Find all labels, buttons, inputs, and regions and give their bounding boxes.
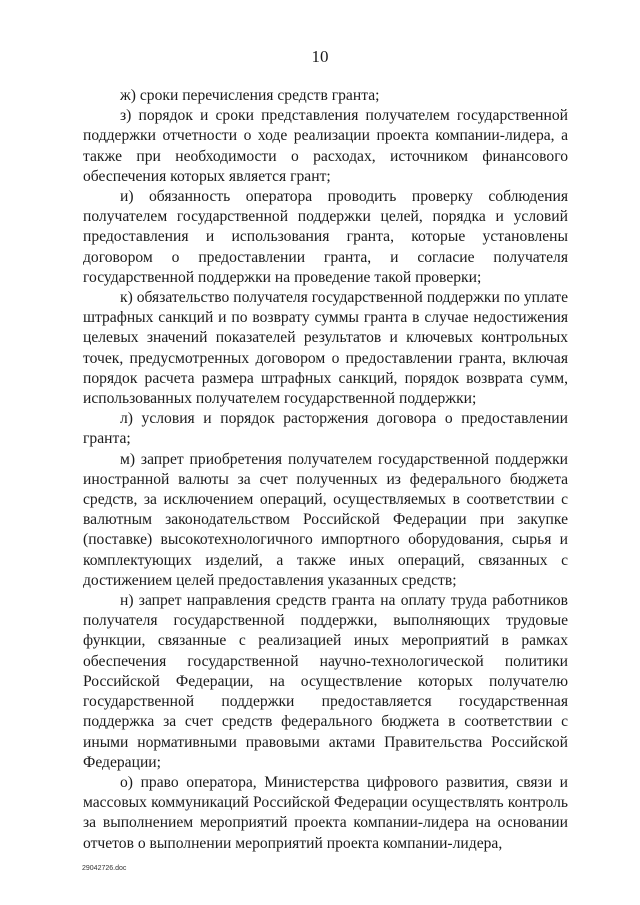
- paragraph-m: м) запрет приобретения получателем государственной поддержки иностранной валюты за счет полученных из федерального бюджета средств, за исключением операций, осуществляемых в соответствии с валютным законодательством Российской Федерации при закупке (поставке) высокотехнологичного импортного оборудования, сырья и комплектующих изделий, а также иных операций, связанных с достижением целей предоставления указанных средств;: [83, 450, 568, 589]
- paragraph-k: к) обязательство получателя государственной поддержки по уплате штрафных санкций и по возврату суммы гранта в случае недостижения целевых значений показателей результатов и ключевых контрольных точек, предусмотренных договором о предоставлении гранта, включая порядок расчета размера штрафных санкций, порядок возврата сумм, использованных получателем государственной поддержки;: [83, 289, 568, 408]
- paragraph-o: о) право оператора, Министерства цифрового развития, связи и массовых коммуникаций Российской Федерации осуществлять контроль за выполнением мероприятий проекта компании-лидера на основании отчетов о выполнении мероприятий проекта компании-лидера,: [83, 773, 568, 852]
- paragraph-zh: ж) сроки перечисления средств гранта;: [120, 87, 380, 104]
- document-body: [83, 86, 568, 854]
- paragraph-z: з) порядок и сроки представления получателем государственной поддержки отчетности о ходе реализации проекта компании-лидера, а также при необходимости о расходах, источником финансового обеспечения которых является грант;: [83, 107, 568, 185]
- document-code: 29042726.doc: [82, 865, 127, 872]
- paragraph-i: и) обязанность оператора проводить проверку соблюдения получателем государственной поддержки целей, порядка и условий предоставления и использования гранта, которые установлены договором о предоставлении гранта, и согласие получателя государственной поддержки на проведение такой проверки;: [83, 188, 568, 286]
- paragraph-n: н) запрет направления средств гранта на оплату труда работников получателя государственной поддержки, выполняющих трудовые функции, связанные с реализацией иных мероприятий в рамках обеспечения государственной научно-технологической политики Российской Федерации, на осуществление которых получателю государственной поддержки предоставляется государственная поддержка за счет средств федерального бюджета в соответствии с иными нормативными правовыми актами Правительства Российской Федерации;: [83, 592, 568, 771]
- paragraph-l: л) условия и порядок расторжения договора о предоставлении гранта;: [83, 410, 568, 448]
- page-number: 10: [311, 47, 329, 66]
